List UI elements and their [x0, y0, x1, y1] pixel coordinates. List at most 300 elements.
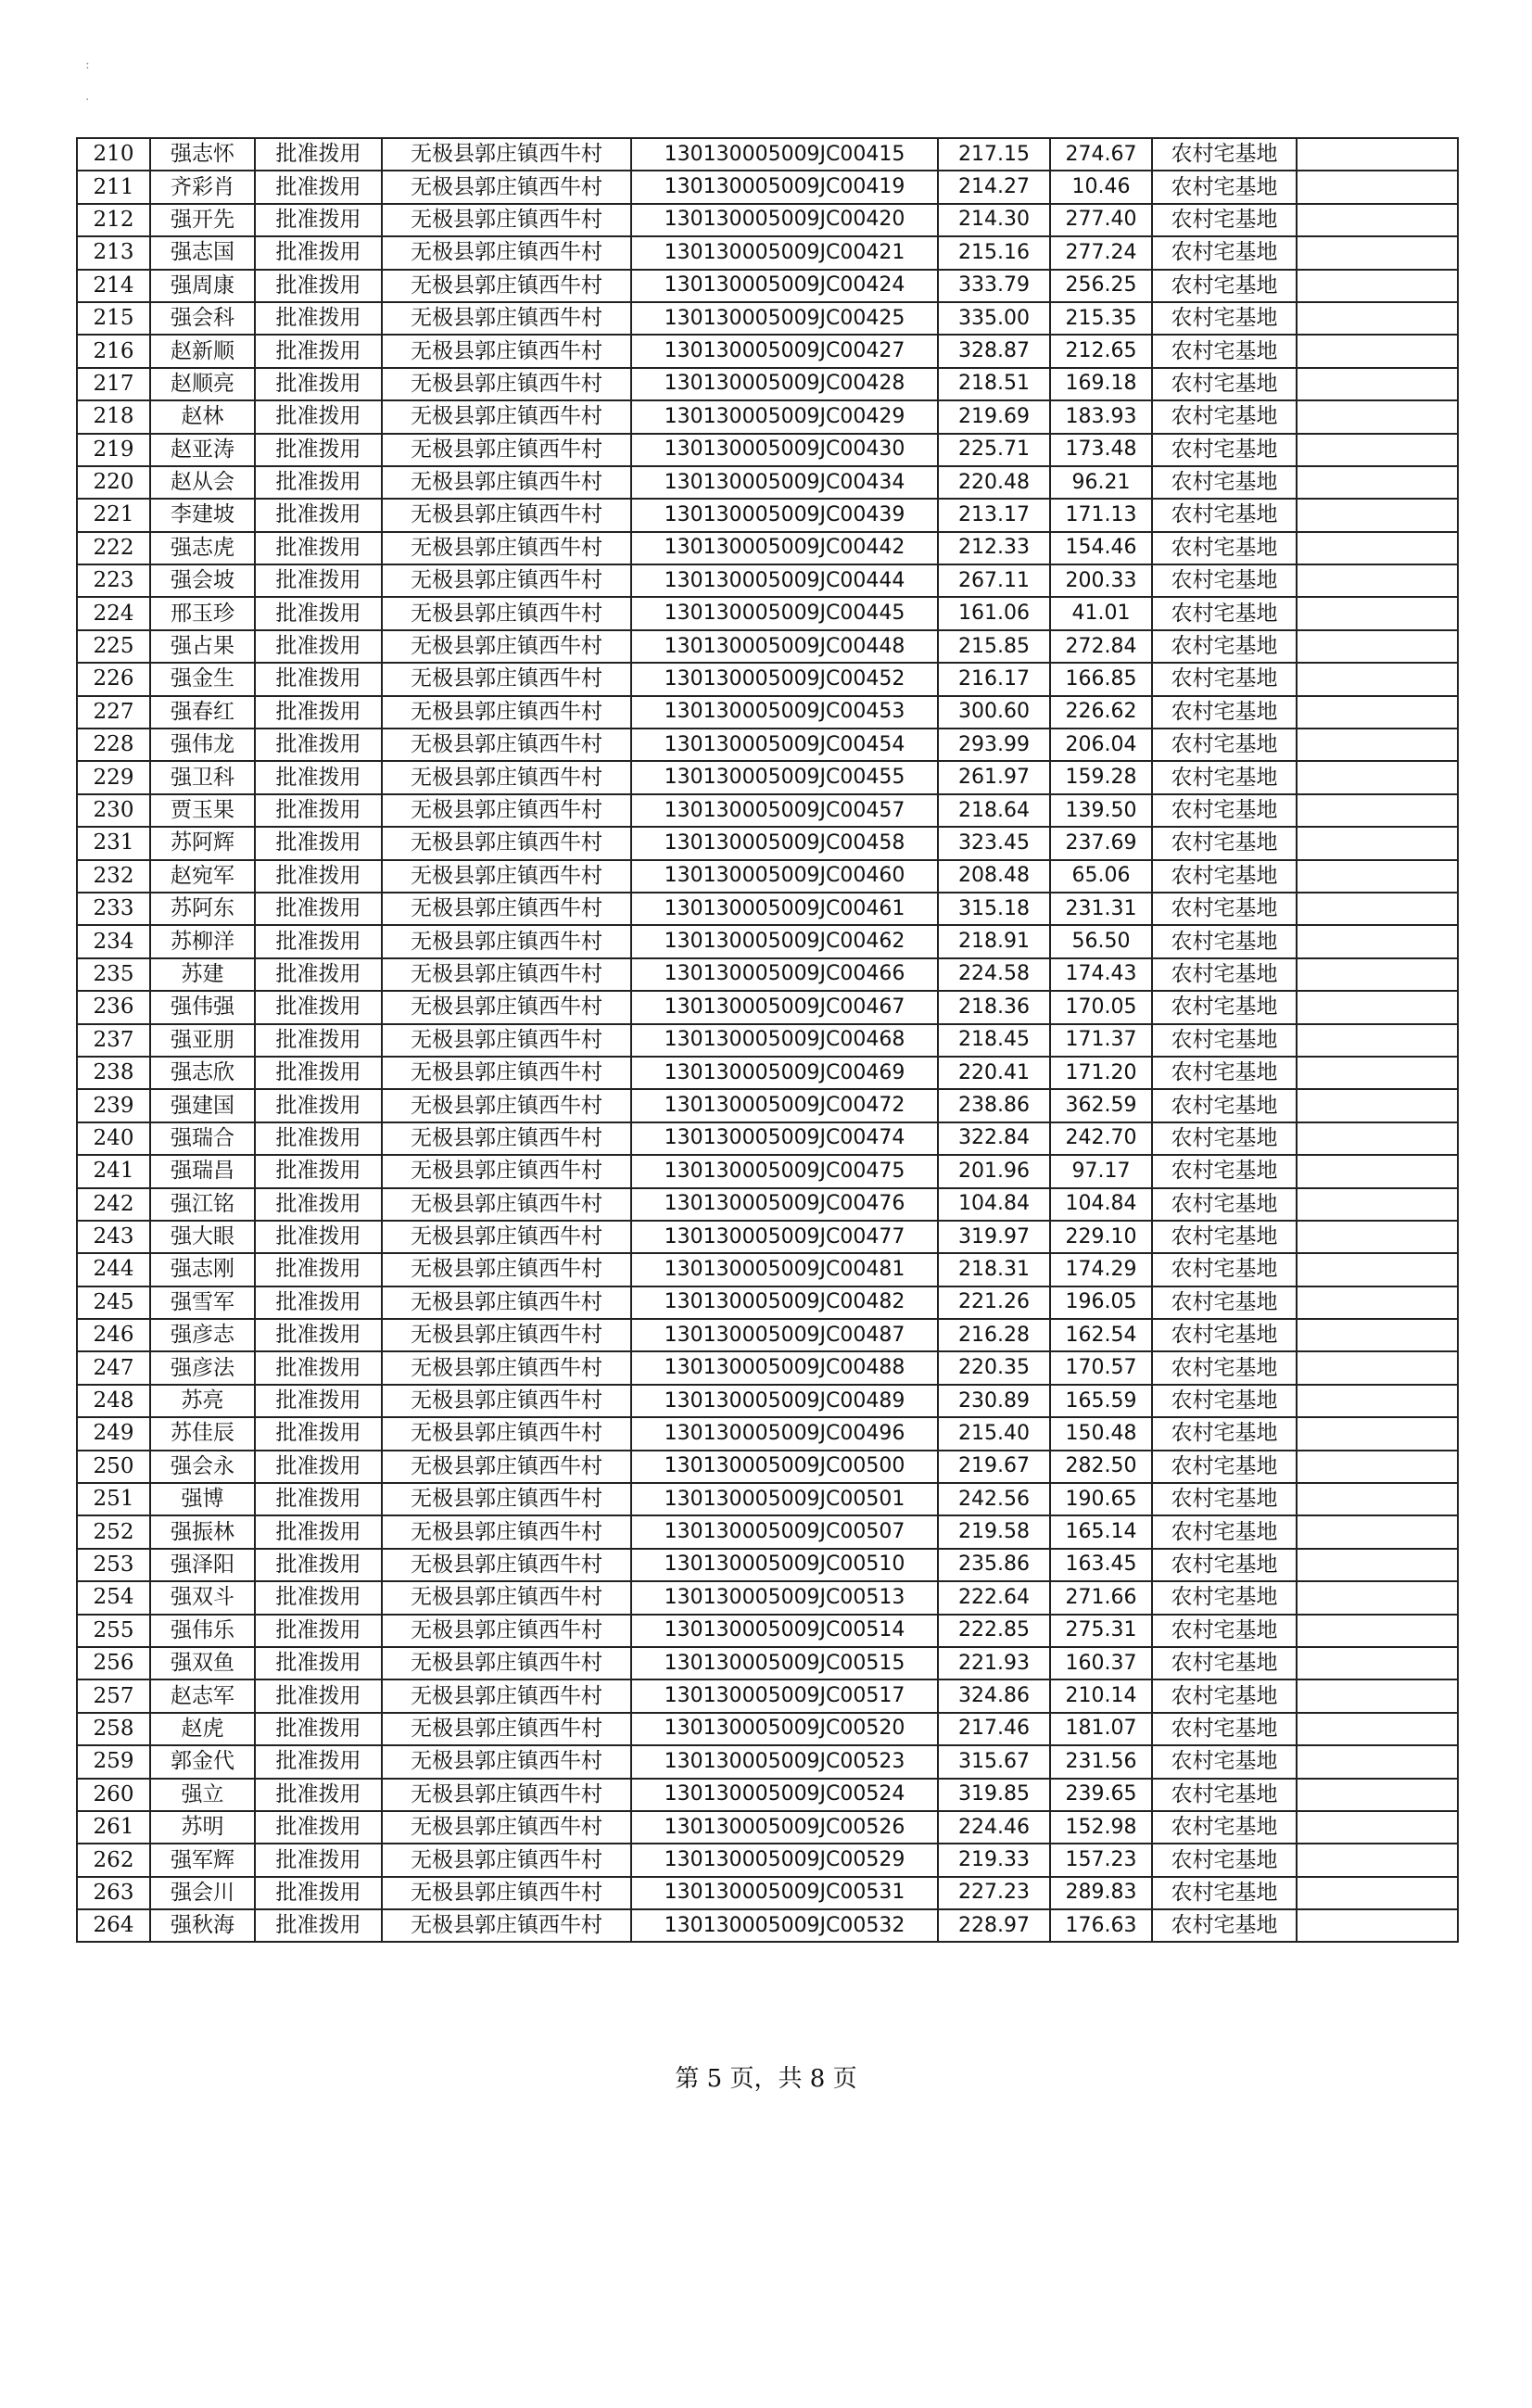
parcel-location: 无极县郭庄镇西牛村	[382, 1581, 631, 1614]
parcel-location: 无极县郭庄镇西牛村	[382, 761, 631, 793]
table-row	[77, 499, 1458, 531]
owner-name: 强江铭	[150, 1188, 255, 1221]
remarks	[1297, 1515, 1458, 1548]
building-area: 170.57	[1050, 1351, 1152, 1384]
remarks	[1297, 1319, 1458, 1351]
remarks	[1297, 400, 1458, 433]
table-row	[77, 1779, 1458, 1811]
owner-name: 郭金代	[150, 1745, 255, 1778]
table-row	[77, 663, 1458, 695]
land-use: 农村宅基地	[1152, 1417, 1297, 1450]
row-number: 242	[77, 1188, 150, 1221]
row-number: 256	[77, 1647, 150, 1679]
parcel-code: 130130005009JC00439	[631, 499, 938, 531]
owner-name: 赵志军	[150, 1679, 255, 1712]
owner-name: 强瑞昌	[150, 1155, 255, 1187]
owner-name: 强振林	[150, 1515, 255, 1548]
approval-type: 批准拨用	[255, 925, 382, 957]
parcel-code: 130130005009JC00488	[631, 1351, 938, 1384]
row-number: 247	[77, 1351, 150, 1384]
land-use: 农村宅基地	[1152, 958, 1297, 991]
page-number: 第 5 页，共 8 页	[675, 2065, 857, 2093]
row-number: 231	[77, 827, 150, 859]
land-use: 农村宅基地	[1152, 1647, 1297, 1679]
parcel-location: 无极县郭庄镇西牛村	[382, 1385, 631, 1417]
parcel-code: 130130005009JC00513	[631, 1581, 938, 1614]
remarks	[1297, 1024, 1458, 1057]
table-row	[77, 1351, 1458, 1384]
remarks	[1297, 1483, 1458, 1515]
parcel-code: 130130005009JC00482	[631, 1286, 938, 1319]
parcel-code: 130130005009JC00452	[631, 663, 938, 695]
row-number: 223	[77, 564, 150, 597]
remarks	[1297, 270, 1458, 302]
land-use: 农村宅基地	[1152, 1909, 1297, 1942]
land-area: 323.45	[938, 827, 1050, 859]
building-area: 139.50	[1050, 794, 1152, 827]
approval-type: 批准拨用	[255, 893, 382, 925]
building-area: 169.18	[1050, 368, 1152, 400]
land-area: 224.46	[938, 1811, 1050, 1844]
land-use: 农村宅基地	[1152, 1188, 1297, 1221]
land-area: 214.27	[938, 171, 1050, 203]
parcel-location: 无极县郭庄镇西牛村	[382, 794, 631, 827]
land-area: 315.18	[938, 893, 1050, 925]
land-use: 农村宅基地	[1152, 434, 1297, 466]
land-use: 农村宅基地	[1152, 696, 1297, 729]
owner-name: 强秋海	[150, 1909, 255, 1942]
building-area: 160.37	[1050, 1647, 1152, 1679]
building-area: 173.48	[1050, 434, 1152, 466]
building-area: 166.85	[1050, 663, 1152, 695]
land-use: 农村宅基地	[1152, 860, 1297, 893]
approval-type: 批准拨用	[255, 270, 382, 302]
owner-name: 赵宛军	[150, 860, 255, 893]
parcel-location: 无极县郭庄镇西牛村	[382, 138, 631, 171]
remarks	[1297, 1155, 1458, 1187]
owner-name: 苏阿东	[150, 893, 255, 925]
row-number: 245	[77, 1286, 150, 1319]
parcel-code: 130130005009JC00514	[631, 1615, 938, 1647]
building-area: 206.04	[1050, 729, 1152, 761]
approval-type: 批准拨用	[255, 1483, 382, 1515]
remarks	[1297, 1057, 1458, 1089]
parcel-location: 无极县郭庄镇西牛村	[382, 1057, 631, 1089]
owner-name: 强会科	[150, 302, 255, 335]
building-area: 200.33	[1050, 564, 1152, 597]
table-row	[77, 564, 1458, 597]
land-use: 农村宅基地	[1152, 991, 1297, 1023]
table-row	[77, 1024, 1458, 1057]
remarks	[1297, 597, 1458, 629]
table-row	[77, 696, 1458, 729]
approval-type: 批准拨用	[255, 1713, 382, 1745]
land-area: 221.93	[938, 1647, 1050, 1679]
owner-name: 强开先	[150, 204, 255, 236]
row-number: 239	[77, 1089, 150, 1122]
approval-type: 批准拨用	[255, 958, 382, 991]
table-row	[77, 434, 1458, 466]
building-area: 170.05	[1050, 991, 1152, 1023]
land-area: 214.30	[938, 204, 1050, 236]
remarks	[1297, 729, 1458, 761]
land-use: 农村宅基地	[1152, 1877, 1297, 1909]
owner-name: 强立	[150, 1779, 255, 1811]
parcel-code: 130130005009JC00420	[631, 204, 938, 236]
parcel-location: 无极县郭庄镇西牛村	[382, 171, 631, 203]
land-area: 222.64	[938, 1581, 1050, 1614]
land-area: 218.91	[938, 925, 1050, 957]
land-registry-table	[76, 137, 1459, 1943]
row-number: 210	[77, 138, 150, 171]
remarks	[1297, 1909, 1458, 1942]
row-number: 248	[77, 1385, 150, 1417]
table-row	[77, 1089, 1458, 1122]
building-area: 97.17	[1050, 1155, 1152, 1187]
approval-type: 批准拨用	[255, 1089, 382, 1122]
owner-name: 齐彩肖	[150, 171, 255, 203]
table-row	[77, 1057, 1458, 1089]
building-area: 196.05	[1050, 1286, 1152, 1319]
land-use: 农村宅基地	[1152, 663, 1297, 695]
building-area: 282.50	[1050, 1451, 1152, 1483]
parcel-location: 无极县郭庄镇西牛村	[382, 1615, 631, 1647]
parcel-code: 130130005009JC00429	[631, 400, 938, 433]
land-area: 216.28	[938, 1319, 1050, 1351]
owner-name: 强志刚	[150, 1253, 255, 1286]
building-area: 41.01	[1050, 597, 1152, 629]
parcel-location: 无极县郭庄镇西牛村	[382, 1811, 631, 1844]
table-row	[77, 1451, 1458, 1483]
owner-name: 强志欣	[150, 1057, 255, 1089]
land-use: 农村宅基地	[1152, 794, 1297, 827]
land-use: 农村宅基地	[1152, 1057, 1297, 1089]
land-area: 215.16	[938, 236, 1050, 269]
remarks	[1297, 434, 1458, 466]
building-area: 275.31	[1050, 1615, 1152, 1647]
remarks	[1297, 893, 1458, 925]
building-area: 56.50	[1050, 925, 1152, 957]
remarks	[1297, 1779, 1458, 1811]
land-area: 261.97	[938, 761, 1050, 793]
land-area: 225.71	[938, 434, 1050, 466]
row-number: 257	[77, 1679, 150, 1712]
owner-name: 强会川	[150, 1877, 255, 1909]
owner-name: 强雪军	[150, 1286, 255, 1319]
row-number: 250	[77, 1451, 150, 1483]
building-area: 231.31	[1050, 893, 1152, 925]
building-area: 272.84	[1050, 630, 1152, 663]
remarks	[1297, 1253, 1458, 1286]
parcel-code: 130130005009JC00472	[631, 1089, 938, 1122]
land-use: 农村宅基地	[1152, 466, 1297, 499]
building-area: 174.43	[1050, 958, 1152, 991]
parcel-code: 130130005009JC00510	[631, 1549, 938, 1581]
parcel-code: 130130005009JC00427	[631, 335, 938, 367]
parcel-location: 无极县郭庄镇西牛村	[382, 1515, 631, 1548]
owner-name: 强志怀	[150, 138, 255, 171]
approval-type: 批准拨用	[255, 794, 382, 827]
owner-name: 苏阿辉	[150, 827, 255, 859]
parcel-location: 无极县郭庄镇西牛村	[382, 1351, 631, 1384]
approval-type: 批准拨用	[255, 1844, 382, 1876]
approval-type: 批准拨用	[255, 1286, 382, 1319]
building-area: 104.84	[1050, 1188, 1152, 1221]
parcel-code: 130130005009JC00517	[631, 1679, 938, 1712]
parcel-location: 无极县郭庄镇西牛村	[382, 236, 631, 269]
remarks	[1297, 138, 1458, 171]
building-area: 212.65	[1050, 335, 1152, 367]
row-number: 244	[77, 1253, 150, 1286]
remarks	[1297, 302, 1458, 335]
row-number: 229	[77, 761, 150, 793]
parcel-location: 无极县郭庄镇西牛村	[382, 1679, 631, 1712]
owner-name: 赵亚涛	[150, 434, 255, 466]
approval-type: 批准拨用	[255, 1745, 382, 1778]
approval-type: 批准拨用	[255, 499, 382, 531]
table-row	[77, 302, 1458, 335]
building-area: 210.14	[1050, 1679, 1152, 1712]
land-area: 315.67	[938, 1745, 1050, 1778]
parcel-location: 无极县郭庄镇西牛村	[382, 499, 631, 531]
parcel-code: 130130005009JC00424	[631, 270, 938, 302]
remarks	[1297, 1615, 1458, 1647]
row-number: 227	[77, 696, 150, 729]
parcel-code: 130130005009JC00469	[631, 1057, 938, 1089]
building-area: 271.66	[1050, 1581, 1152, 1614]
approval-type: 批准拨用	[255, 1679, 382, 1712]
building-area: 165.14	[1050, 1515, 1152, 1548]
owner-name: 强伟乐	[150, 1615, 255, 1647]
owner-name: 强泽阳	[150, 1549, 255, 1581]
land-use: 农村宅基地	[1152, 499, 1297, 531]
parcel-location: 无极县郭庄镇西牛村	[382, 1024, 631, 1057]
land-use: 农村宅基地	[1152, 236, 1297, 269]
remarks	[1297, 1877, 1458, 1909]
building-area: 65.06	[1050, 860, 1152, 893]
approval-type: 批准拨用	[255, 302, 382, 335]
remarks	[1297, 466, 1458, 499]
parcel-code: 130130005009JC00507	[631, 1515, 938, 1548]
parcel-code: 130130005009JC00532	[631, 1909, 938, 1942]
row-number: 217	[77, 368, 150, 400]
parcel-location: 无极县郭庄镇西牛村	[382, 958, 631, 991]
parcel-code: 130130005009JC00515	[631, 1647, 938, 1679]
approval-type: 批准拨用	[255, 1351, 382, 1384]
table-row	[77, 1155, 1458, 1187]
row-number: 219	[77, 434, 150, 466]
table-row	[77, 860, 1458, 893]
owner-name: 赵顺亮	[150, 368, 255, 400]
land-area: 221.26	[938, 1286, 1050, 1319]
remarks	[1297, 1581, 1458, 1614]
land-area: 215.40	[938, 1417, 1050, 1450]
remarks	[1297, 499, 1458, 531]
remarks	[1297, 1679, 1458, 1712]
land-area: 219.67	[938, 1451, 1050, 1483]
building-area: 163.45	[1050, 1549, 1152, 1581]
approval-type: 批准拨用	[255, 368, 382, 400]
land-use: 农村宅基地	[1152, 302, 1297, 335]
row-number: 215	[77, 302, 150, 335]
land-use: 农村宅基地	[1152, 1745, 1297, 1778]
parcel-location: 无极县郭庄镇西牛村	[382, 1221, 631, 1253]
land-use: 农村宅基地	[1152, 270, 1297, 302]
table-row	[77, 400, 1458, 433]
land-area: 324.86	[938, 1679, 1050, 1712]
remarks	[1297, 1417, 1458, 1450]
parcel-location: 无极县郭庄镇西牛村	[382, 827, 631, 859]
parcel-location: 无极县郭庄镇西牛村	[382, 1877, 631, 1909]
building-area: 215.35	[1050, 302, 1152, 335]
table-row	[77, 1549, 1458, 1581]
land-use: 农村宅基地	[1152, 1286, 1297, 1319]
approval-type: 批准拨用	[255, 991, 382, 1023]
land-use: 农村宅基地	[1152, 1351, 1297, 1384]
owner-name: 强会永	[150, 1451, 255, 1483]
table-row	[77, 204, 1458, 236]
owner-name: 强春红	[150, 696, 255, 729]
owner-name: 强大眼	[150, 1221, 255, 1253]
row-number: 212	[77, 204, 150, 236]
land-use: 农村宅基地	[1152, 1844, 1297, 1876]
parcel-location: 无极县郭庄镇西牛村	[382, 1451, 631, 1483]
owner-name: 强金生	[150, 663, 255, 695]
row-number: 249	[77, 1417, 150, 1450]
land-use: 农村宅基地	[1152, 827, 1297, 859]
remarks	[1297, 1122, 1458, 1155]
approval-type: 批准拨用	[255, 1549, 382, 1581]
land-use: 农村宅基地	[1152, 1679, 1297, 1712]
table-body	[77, 138, 1458, 1942]
row-number: 260	[77, 1779, 150, 1811]
land-area: 218.31	[938, 1253, 1050, 1286]
parcel-code: 130130005009JC00466	[631, 958, 938, 991]
land-use: 农村宅基地	[1152, 1221, 1297, 1253]
owner-name: 强占果	[150, 630, 255, 663]
land-area: 219.33	[938, 1844, 1050, 1876]
table-row	[77, 1221, 1458, 1253]
land-area: 224.58	[938, 958, 1050, 991]
parcel-code: 130130005009JC00419	[631, 171, 938, 203]
row-number: 218	[77, 400, 150, 433]
remarks	[1297, 958, 1458, 991]
row-number: 232	[77, 860, 150, 893]
approval-type: 批准拨用	[255, 1319, 382, 1351]
land-use: 农村宅基地	[1152, 1024, 1297, 1057]
remarks	[1297, 827, 1458, 859]
land-use: 农村宅基地	[1152, 1122, 1297, 1155]
owner-name: 强军辉	[150, 1844, 255, 1876]
parcel-code: 130130005009JC00460	[631, 860, 938, 893]
remarks	[1297, 1451, 1458, 1483]
parcel-code: 130130005009JC00453	[631, 696, 938, 729]
row-number: 225	[77, 630, 150, 663]
table-row	[77, 761, 1458, 793]
table-row	[77, 1877, 1458, 1909]
land-area: 335.00	[938, 302, 1050, 335]
parcel-location: 无极县郭庄镇西牛村	[382, 860, 631, 893]
building-area: 239.65	[1050, 1779, 1152, 1811]
remarks	[1297, 761, 1458, 793]
remarks	[1297, 630, 1458, 663]
land-area: 216.17	[938, 663, 1050, 695]
parcel-code: 130130005009JC00474	[631, 1122, 938, 1155]
approval-type: 批准拨用	[255, 1253, 382, 1286]
parcel-location: 无极县郭庄镇西牛村	[382, 630, 631, 663]
approval-type: 批准拨用	[255, 630, 382, 663]
parcel-code: 130130005009JC00454	[631, 729, 938, 761]
approval-type: 批准拨用	[255, 1909, 382, 1942]
land-area: 319.97	[938, 1221, 1050, 1253]
table-row	[77, 1319, 1458, 1351]
approval-type: 批准拨用	[255, 1024, 382, 1057]
land-use: 农村宅基地	[1152, 368, 1297, 400]
table-row	[77, 729, 1458, 761]
parcel-code: 130130005009JC00500	[631, 1451, 938, 1483]
land-area: 235.86	[938, 1549, 1050, 1581]
approval-type: 批准拨用	[255, 171, 382, 203]
building-area: 171.20	[1050, 1057, 1152, 1089]
parcel-location: 无极县郭庄镇西牛村	[382, 204, 631, 236]
owner-name: 苏建	[150, 958, 255, 991]
land-use: 农村宅基地	[1152, 1779, 1297, 1811]
land-area: 220.41	[938, 1057, 1050, 1089]
owner-name: 邢玉珍	[150, 597, 255, 629]
parcel-code: 130130005009JC00531	[631, 1877, 938, 1909]
parcel-code: 130130005009JC00487	[631, 1319, 938, 1351]
land-area: 238.86	[938, 1089, 1050, 1122]
approval-type: 批准拨用	[255, 1515, 382, 1548]
building-area: 10.46	[1050, 171, 1152, 203]
row-number: 236	[77, 991, 150, 1023]
approval-type: 批准拨用	[255, 204, 382, 236]
parcel-location: 无极县郭庄镇西牛村	[382, 663, 631, 695]
approval-type: 批准拨用	[255, 1877, 382, 1909]
approval-type: 批准拨用	[255, 1451, 382, 1483]
table-row	[77, 1253, 1458, 1286]
parcel-location: 无极县郭庄镇西牛村	[382, 564, 631, 597]
parcel-code: 130130005009JC00524	[631, 1779, 938, 1811]
remarks	[1297, 1286, 1458, 1319]
parcel-location: 无极县郭庄镇西牛村	[382, 1417, 631, 1450]
remarks	[1297, 991, 1458, 1023]
parcel-code: 130130005009JC00445	[631, 597, 938, 629]
owner-name: 强建国	[150, 1089, 255, 1122]
row-number: 255	[77, 1615, 150, 1647]
row-number: 251	[77, 1483, 150, 1515]
land-use: 农村宅基地	[1152, 1811, 1297, 1844]
row-number: 228	[77, 729, 150, 761]
table-row	[77, 466, 1458, 499]
row-number: 261	[77, 1811, 150, 1844]
parcel-code: 130130005009JC00477	[631, 1221, 938, 1253]
table-row	[77, 958, 1458, 991]
land-use: 农村宅基地	[1152, 1253, 1297, 1286]
land-area: 328.87	[938, 335, 1050, 367]
building-area: 171.37	[1050, 1024, 1152, 1057]
row-number: 262	[77, 1844, 150, 1876]
row-number: 237	[77, 1024, 150, 1057]
building-area: 362.59	[1050, 1089, 1152, 1122]
land-use: 农村宅基地	[1152, 400, 1297, 433]
building-area: 190.65	[1050, 1483, 1152, 1515]
parcel-code: 130130005009JC00501	[631, 1483, 938, 1515]
owner-name: 强双鱼	[150, 1647, 255, 1679]
approval-type: 批准拨用	[255, 1811, 382, 1844]
land-use: 农村宅基地	[1152, 1451, 1297, 1483]
approval-type: 批准拨用	[255, 1647, 382, 1679]
